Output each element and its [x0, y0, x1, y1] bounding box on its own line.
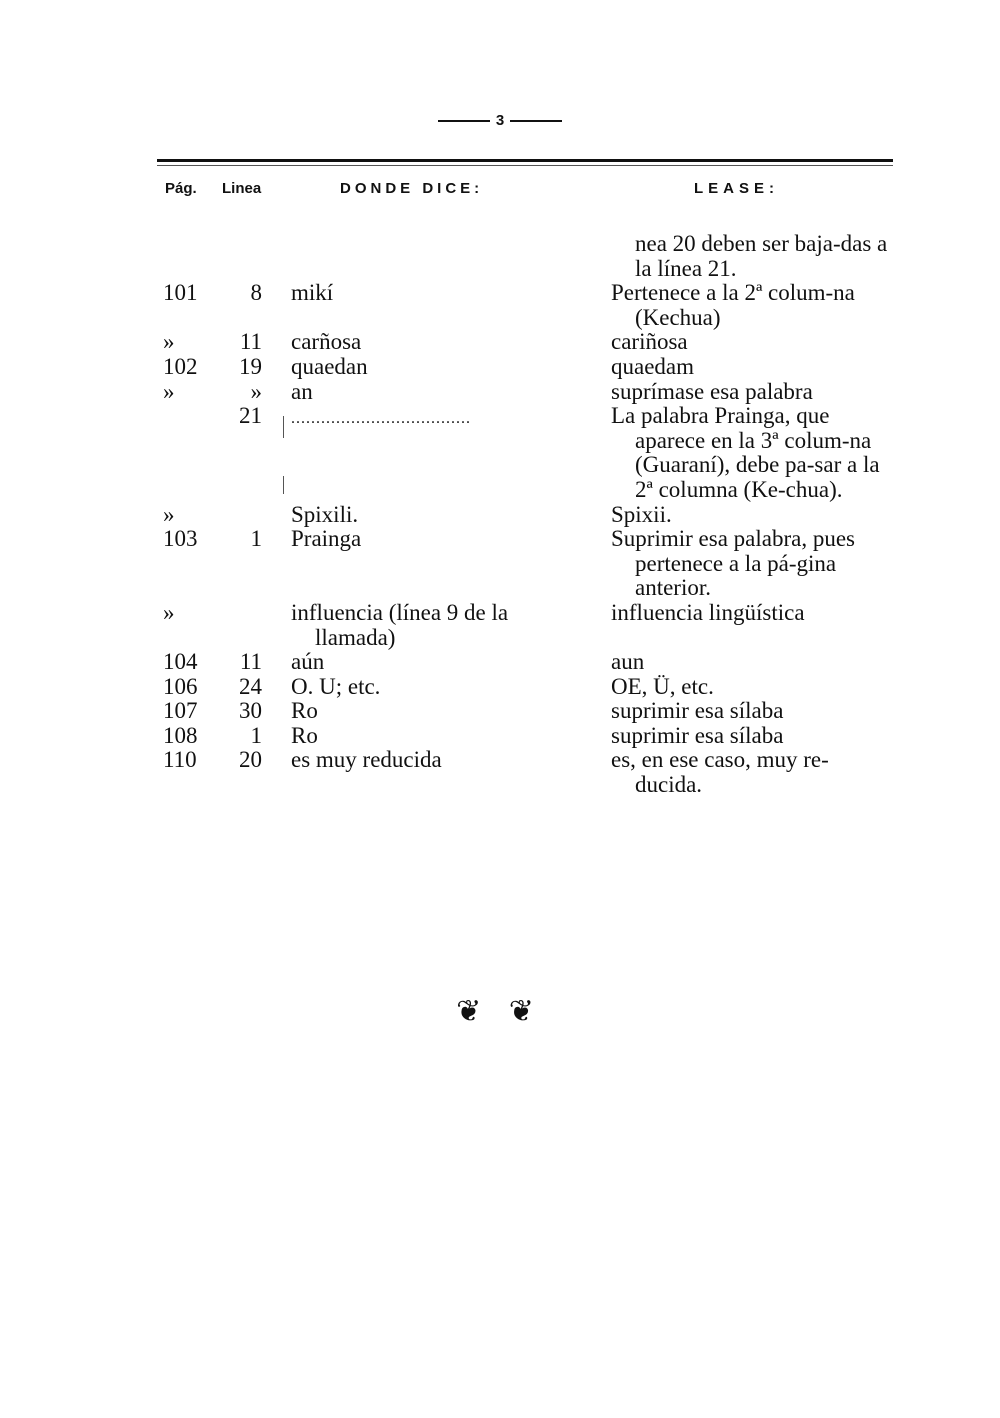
cell-lease: cariñosa: [611, 329, 688, 355]
cell-pag: 103: [163, 526, 198, 552]
cell-pag: 106: [163, 673, 198, 699]
table-row: [0, 724, 1000, 749]
cell-dice: carñosa: [291, 329, 362, 355]
cell-dice: quaedan: [291, 353, 368, 379]
cell-linea: 11: [239, 329, 262, 355]
table-row: [0, 748, 1000, 797]
cell-lease: La palabra Prainga, que aparece en la 3ª colum-na (Guaraní), debe pa-sar a la 2ª columna (Ke-chua).: [611, 403, 880, 502]
header-donde-dice: DONDE DICE:: [340, 180, 484, 197]
cell-dice: Ro: [291, 722, 318, 748]
cell-lease: influencia lingüística: [611, 599, 805, 625]
leader-dots: ....................................: [291, 410, 471, 428]
table-row: [0, 527, 1000, 601]
header-pag: Pág.: [165, 180, 197, 197]
table-row: [0, 650, 1000, 675]
header-lease: LEASE:: [694, 180, 780, 197]
cell-dice: an: [291, 378, 313, 404]
cell-linea: 19: [239, 353, 262, 379]
bracket-mark: [283, 416, 284, 438]
dash-right: [510, 120, 562, 122]
cell-pag: 104: [163, 649, 198, 675]
cell-linea: »: [250, 378, 262, 404]
cell-pag: »: [163, 599, 175, 625]
cell-dice: [291, 404, 589, 502]
cell-pag: »: [163, 501, 175, 527]
table-row: [0, 601, 1000, 650]
dash-left: [438, 120, 490, 122]
bracket-mark: [283, 476, 284, 494]
table-row: [0, 330, 1000, 355]
cell-lease: suprimir esa sílaba: [611, 722, 784, 748]
table-row: [0, 699, 1000, 724]
cell-dice: mikí: [291, 280, 334, 306]
page-number-text: 3: [495, 112, 505, 129]
cell-lease: nea 20 deben ser baja-das a la línea 21.: [635, 231, 888, 281]
cell-lease: Suprimir esa palabra, pues pertenece a la pá-gina anterior.: [611, 526, 855, 601]
cell-linea: 11: [239, 649, 262, 675]
header-rule-thin: [157, 165, 893, 166]
table-row: [0, 503, 1000, 528]
cell-lease: Pertenece a la 2ª colum-na (Kechua): [611, 280, 855, 330]
table-row: [0, 404, 1000, 502]
cell-lease: aun: [611, 649, 645, 675]
cell-lease: quaedam: [611, 353, 695, 379]
cell-lease: OE, Ü, etc.: [611, 673, 714, 699]
cell-pag: 108: [163, 722, 198, 748]
cell-dice: O. U; etc.: [291, 673, 381, 699]
cell-pag: »: [163, 378, 175, 404]
cell-dice: [291, 232, 589, 281]
cell-dice: es muy reducida: [291, 747, 442, 773]
cell-lease: suprimir esa sílaba: [611, 698, 784, 724]
cell-pag: »: [163, 329, 175, 355]
ornament-icon: ❦ ❦: [456, 995, 544, 1028]
cell-dice: aún: [291, 649, 325, 675]
cell-linea: 1: [250, 722, 262, 748]
cell-dice: Spixili.: [291, 501, 359, 527]
cell-linea: 20: [239, 747, 262, 773]
header-rule: [157, 159, 893, 162]
cell-linea: 21: [239, 403, 262, 429]
cell-dice: influencia (línea 9 de la llamada): [291, 599, 509, 650]
cell-pag: 102: [163, 353, 198, 379]
table-row: [0, 380, 1000, 405]
cell-lease: suprímase esa palabra: [611, 378, 813, 404]
table-row: [0, 232, 1000, 281]
table-row: [0, 281, 1000, 330]
errata-table: [0, 232, 1000, 798]
page-number: [0, 112, 1000, 129]
header-linea: Linea: [222, 180, 262, 197]
cell-linea: 1: [250, 526, 262, 552]
cell-dice: Ro: [291, 698, 318, 724]
cell-lease: Spixii.: [611, 501, 672, 527]
cell-linea: 30: [239, 698, 262, 724]
cell-linea: 8: [250, 280, 262, 306]
cell-pag: 107: [163, 698, 198, 724]
cell-linea: 24: [239, 673, 262, 699]
cell-dice: Prainga: [291, 526, 362, 552]
cell-pag: 110: [163, 747, 197, 773]
cell-pag: 101: [163, 280, 198, 306]
table-row: [0, 355, 1000, 380]
table-row: [0, 675, 1000, 700]
cell-lease: es, en ese caso, muy re-ducida.: [611, 747, 829, 798]
